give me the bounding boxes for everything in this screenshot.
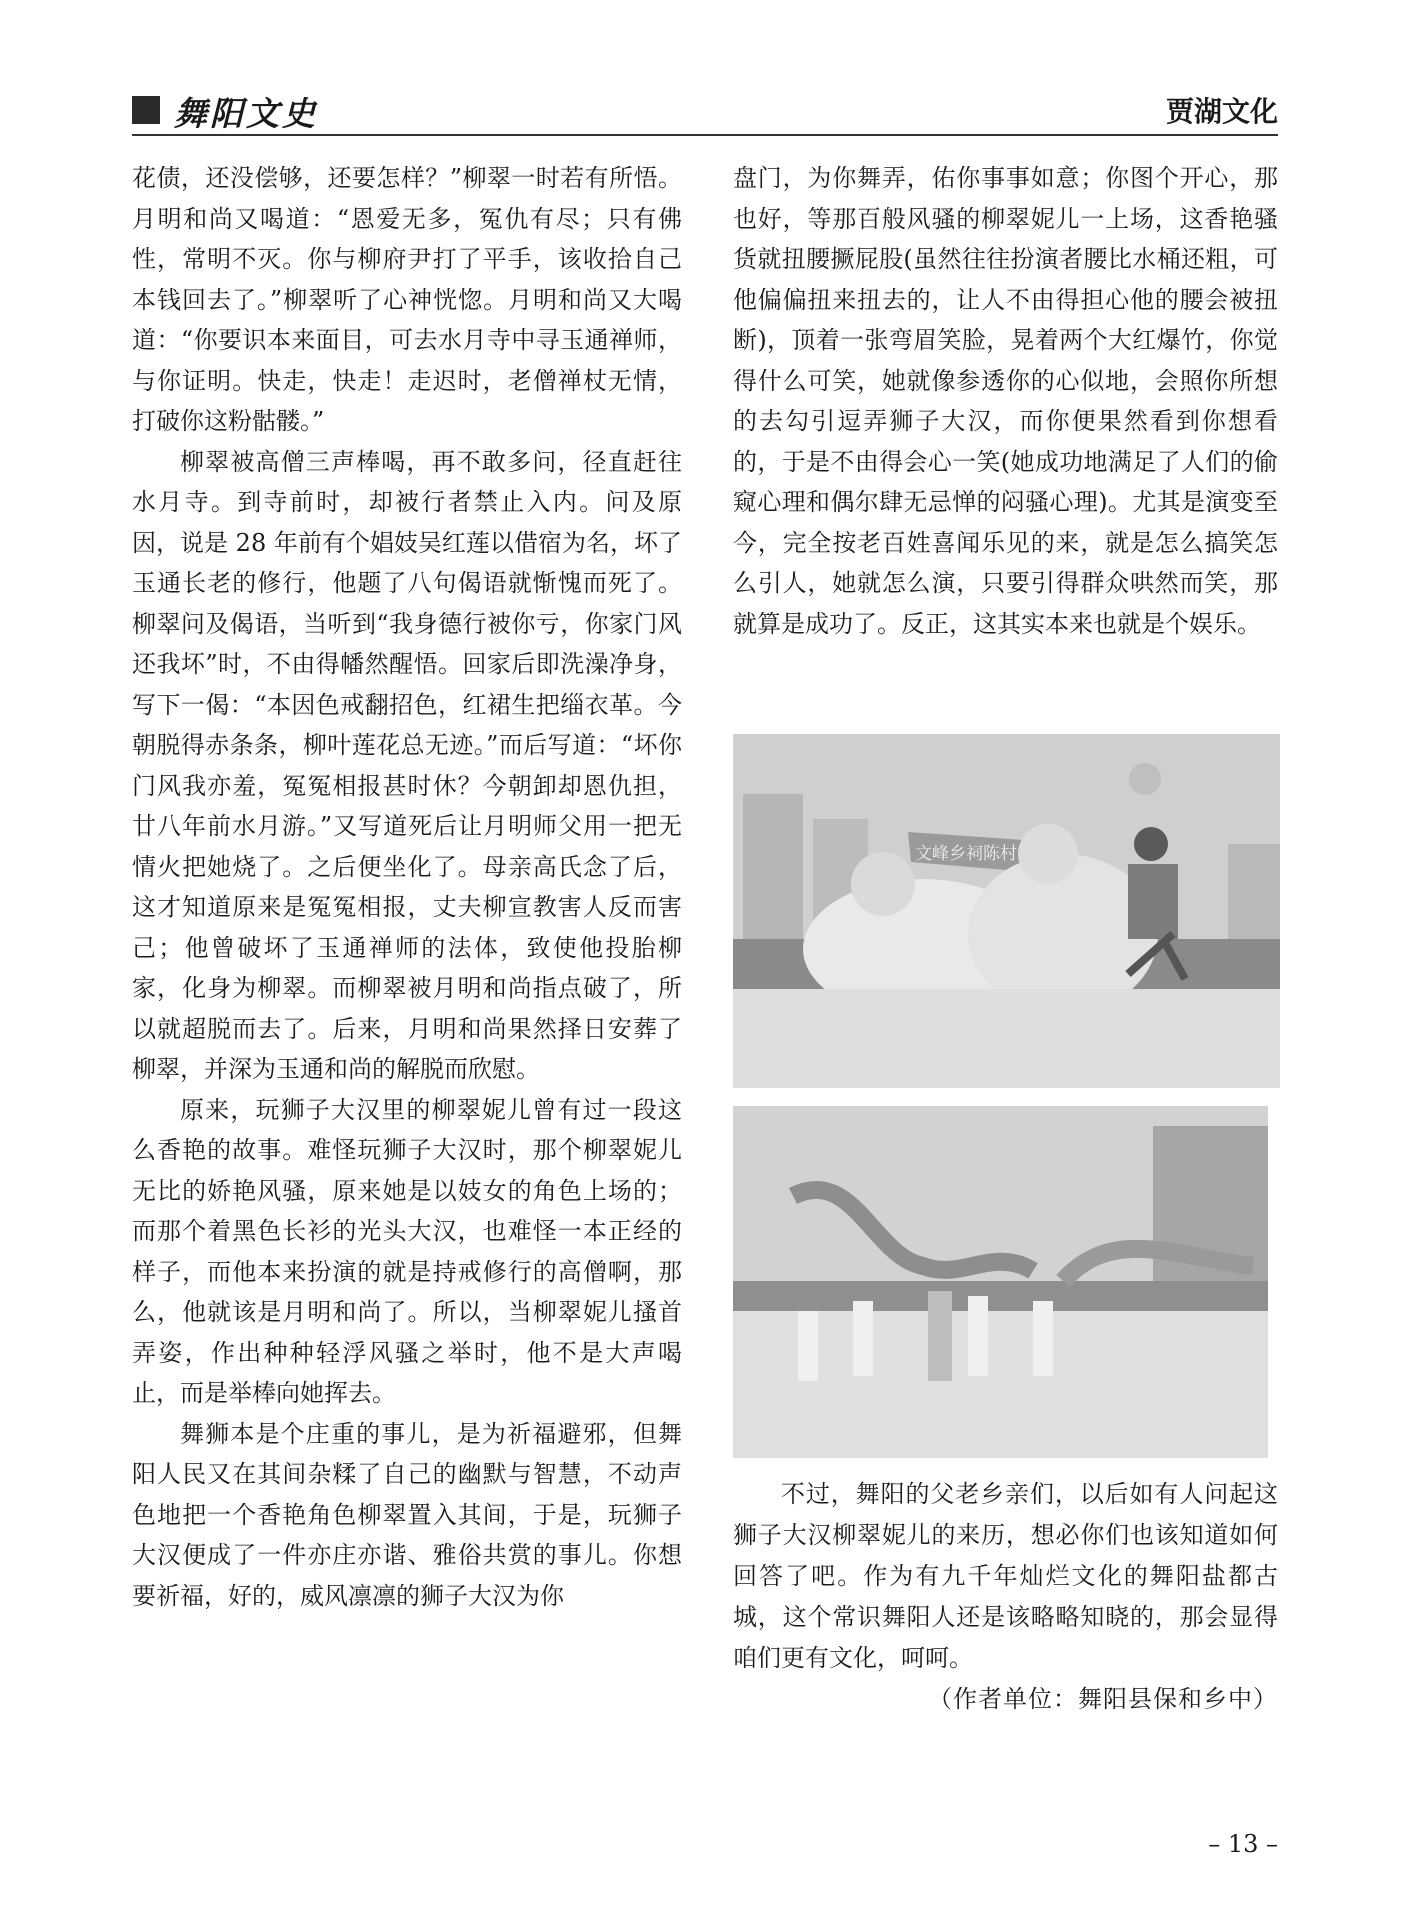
- section-name: 贾湖文化: [1165, 95, 1278, 128]
- paragraph: 盘门，为你舞弄，佑你事事如意；你图个开心，那也好，等那百般风骚的柳翠妮儿一上场，这香艳骚货就扭腰撅屁股(虽然往往扮演者腰比水桶还粗，可他偏偏扭来扭去的，让人不由得担心他的腰会被扭断)，顶着一张弯眉笑脸，晃着两个大红爆竹，你觉得什么可笑，她就像参透你的心似地，会照你所想的去勾引逗弄狮子大汉，而你便果然看到你想看的，于是不由得会心一笑(她成功地满足了人们的偷窥心理和偶尔肆无忌惮的闷骚心理)。尤其是演变至今，完全按老百姓喜闻乐见的来，就是怎么搞笑怎么引人，她就怎么演，只要引得群众哄然而笑，那就算是成功了。反正，这其实本来也就是个娱乐。: [733, 164, 1278, 638]
- page-header: [132, 88, 1278, 133]
- banner-text: 文峰乡祠陈村: [915, 844, 1017, 864]
- author-byline: （作者单位：舞阳县保和乡中）: [928, 1685, 1278, 1713]
- journal-name: 舞阳文史: [174, 94, 318, 133]
- paragraph: 原来，玩狮子大汉里的柳翠妮儿曾有过一段这么香艳的故事。难怪玩狮子大汉时，那个柳翠妮儿无比的娇艳风骚，原来她是以妓女的角色上场的；而那个着黑色长衫的光头大汉，也难怪一本正经的样子，而他本来扮演的就是持戒修行的高僧啊，那么，他就该是月明和尚了。所以，当柳翠妮儿搔首弄姿，作出种种轻浮风骚之举时，他不是大声喝止，而是举棒向她挥去。: [132, 1095, 682, 1407]
- dragon-dance-photo: [733, 1106, 1268, 1458]
- page-number: – 13 –: [1208, 1830, 1278, 1858]
- paragraph: 不过，舞阳的父老乡亲们，以后如有人问起这狮子大汉柳翠妮儿的来历，想必你们也该知道如何回答了吧。作为有九千年灿烂文化的舞阳盐都古城，这个常识舞阳人还是该略略知晓的，那会显得咱们更有文化，呵呵。: [733, 1480, 1278, 1672]
- left-column: [132, 158, 682, 1778]
- right-column-top: [733, 158, 1278, 644]
- header-square-mark: [132, 96, 160, 124]
- header-rule: [132, 134, 1278, 136]
- paragraph: 柳翠被高僧三声棒喝，再不敢多问，径直赶往水月寺。到寺前时，却被行者禁止入内。问及原因，说是 28 年前有个娼妓吴红莲以借宿为名，坏了玉通长老的修行，他题了八句偈语就惭愧而死了。柳翠问及偈语，当听到“我身德行被你亏，你家门风还我坏”时，不由得幡然醒悟。回家后即洗澡净身，写下一偈：“本因色戒翻招色，红裙生把缁衣革。今朝脱得赤条条，柳叶莲花总无迹。”而后写道：“坏你门风我亦羞，冤冤相报甚时休？今朝卸却恩仇担，廿八年前水月游。”又写道死后让月明师父用一把无情火把她烧了。之后便坐化了。母亲高氏念了后，这才知道原来是冤冤相报，丈夫柳宣教害人反而害己；他曾破坏了玉通禅师的法体，致使他投胎柳家，化身为柳翠。而柳翠被月明和尚指点破了，所以就超脱而去了。后来，月明和尚果然择日安葬了柳翠，并深为玉通和尚的解脱而欣慰。: [132, 447, 682, 1083]
- right-column-bottom: [733, 1474, 1278, 1720]
- paragraph: 花债，还没偿够，还要怎样？”柳翠一时若有所悟。月明和尚又喝道：“恩爱无多，冤仇有尽；只有佛性，常明不灭。你与柳府尹打了平手，该收拾自己本钱回去了。”柳翠听了心神恍惚。月明和尚又大喝道：“你要识本来面目，可去水月寺中寻玉通禅师，与你证明。快走，快走！走迟时，老僧禅杖无情，打破你这粉骷髅。”: [132, 164, 682, 435]
- lion-dance-photo: [733, 734, 1280, 1088]
- paragraph: 舞狮本是个庄重的事儿，是为祈福避邪，但舞阳人民又在其间杂糅了自己的幽默与智慧，不动声色地把一个香艳角色柳翠置入其间，于是，玩狮子大汉便成了一件亦庄亦谐、雅俗共赏的事儿。你想要祈福，好的，威风凛凛的狮子大汉为你: [132, 1419, 682, 1610]
